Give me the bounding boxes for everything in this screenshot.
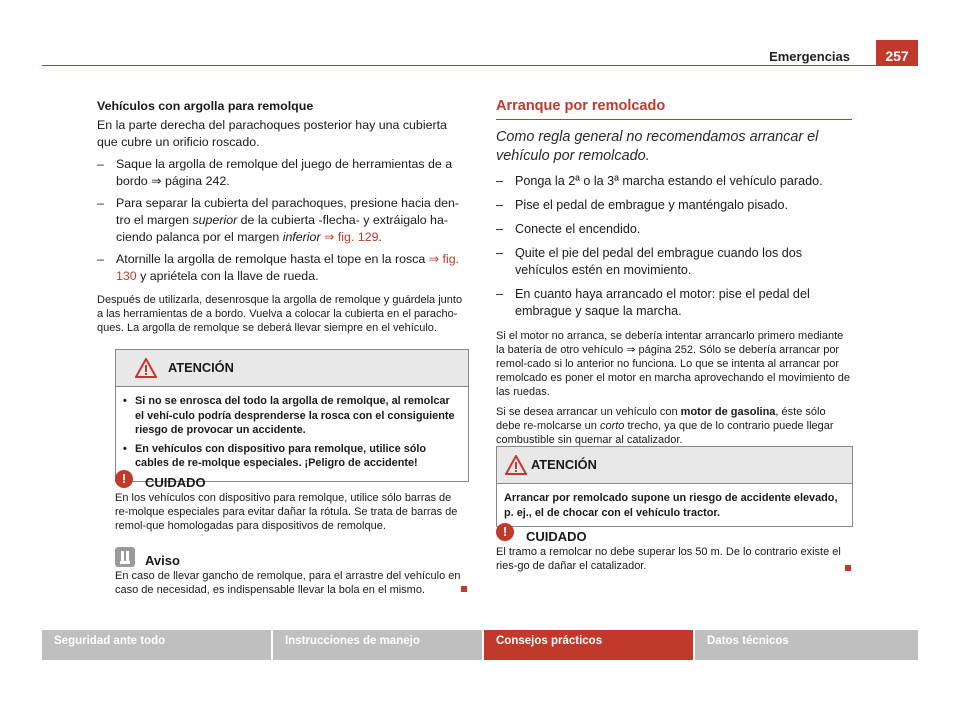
- right-section-title: Arranque por remolcado: [496, 98, 852, 120]
- warning-label: ATENCIÓN: [531, 457, 597, 472]
- list-item: – Saque la argolla de remolque del juego de herramientas de a bordo ⇒ página 242.: [97, 157, 453, 188]
- footer-tab[interactable]: Instrucciones de manejo: [273, 630, 482, 660]
- list-item: – Ponga la 2ª o la 3ª marcha estando el vehículo parado.: [496, 174, 823, 188]
- header-rule: [42, 65, 918, 66]
- fig-130-link[interactable]: ⇒ fig. 130: [116, 252, 460, 283]
- warning-label: ATENCIÓN: [168, 360, 234, 375]
- footer-tab[interactable]: Seguridad ante todo: [42, 630, 271, 660]
- left-column: [97, 98, 469, 335]
- note-text: En caso de llevar gancho de remolque, para el arrastre del vehículo en caso de necesidad, es indispensable llevar la bola en el mismo.: [115, 570, 461, 596]
- warning-icon: [135, 358, 157, 378]
- end-marker: [461, 586, 467, 592]
- info-icon: [115, 547, 135, 567]
- fig-129-link[interactable]: ⇒ fig. 129: [324, 230, 379, 244]
- caution-icon: !: [496, 523, 514, 541]
- list-item: – Conecte el encendido.: [496, 222, 641, 236]
- note-title: Aviso: [145, 553, 180, 568]
- page-number: 257: [876, 40, 918, 66]
- warning-box: [496, 446, 853, 527]
- right-lead: Como regla general no recomendamos arrancar el vehículo por remolcado.: [496, 129, 819, 164]
- caution-text: En los vehículos con dispositivo para remolque, utilice sólo barras de re-molque especiales para evitar dañar la rótula. Se trata de barras de remol-que homologadas para dispositivos de remolque.: [115, 492, 458, 532]
- list-item: – En cuanto haya arrancado el motor: pise el pedal del embrague y saque la marcha.: [496, 287, 810, 318]
- warning-bullet: • Si no se enrosca del todo la argolla de remolque, al remolcar el vehí-culo podría desprenderse la rosca con el consiguiente riesgo de provocar un accidente.: [123, 395, 455, 436]
- section-title: Emergencias: [769, 49, 850, 64]
- right-column: [496, 98, 852, 447]
- warning-box: [115, 349, 469, 482]
- caution-title: CUIDADO: [145, 475, 206, 490]
- list-item: – Para separar la cubierta del parachoques, presione hacia den-tro el margen superior de la cubierta -flecha- y extráigalo ha-ciendo palanca por el margen inferior ⇒ fig. 129.: [97, 196, 460, 244]
- caution-text: El tramo a remolcar no debe superar los 50 m. De lo contrario existe el ries-go de dañar el catalizador.: [496, 546, 841, 572]
- caution-icon: !: [115, 470, 133, 488]
- end-marker: [845, 565, 851, 571]
- footer-tab-active[interactable]: Consejos prácticos: [484, 630, 693, 660]
- step-1: Saque la argolla de remolque del juego de herramientas de a bordo ⇒ página 242.: [116, 157, 453, 188]
- list-item: – Pise el pedal de embrague y manténgalo pisado.: [496, 198, 789, 212]
- left-after-text: Después de utilizarla, desenrosque la argolla de remolque y guárdela junto a las herramientas de a bordo. Vuelva a colocar la cubierta en el paracho-ques. La argolla de remolque se deberá llevar siempre en el vehículo.: [97, 294, 463, 334]
- warning-icon: [505, 455, 527, 475]
- right-para-1: Si el motor no arranca, se debería intentar arrancarlo primero mediante la batería de otro vehículo ⇒ página 252. Sólo se debería arrancar por remol-cado si lo anterior no funciona. Lo que se intenta al arrancar por remolcado es poner el motor en marcha aprovechando el movimiento de las ruedas.: [496, 330, 851, 398]
- caution-title: CUIDADO: [526, 529, 587, 544]
- list-item: – Quite el pie del pedal del embrague cuando los dos vehículos estén en movimiento.: [496, 246, 803, 277]
- left-intro: En la parte derecha del parachoques posterior hay una cubierta que cubre un orificio roscado.: [97, 118, 447, 149]
- right-para-2: Si se desea arrancar un vehículo con motor de gasolina, éste sólo debe re-molcarse un corto trecho, ya que de lo contrario puede llegar combustible sin quemar al catalizador.: [496, 406, 834, 446]
- warning-bullet: • En vehículos con dispositivo para remolque, utilice sólo cables de re-molque especiales. ¡Peligro de accidente!: [123, 442, 427, 469]
- left-heading: Vehículos con argolla para remolque: [97, 99, 314, 113]
- footer-tab[interactable]: Datos técnicos: [695, 630, 918, 660]
- warning-text: Arrancar por remolcado supone un riesgo de accidente elevado, p. ej., el de chocar con el vehículo tractor.: [504, 492, 838, 519]
- list-item: – Atornille la argolla de remolque hasta el tope en la rosca ⇒ fig. 130 y apriétela con la llave de rueda.: [97, 252, 460, 283]
